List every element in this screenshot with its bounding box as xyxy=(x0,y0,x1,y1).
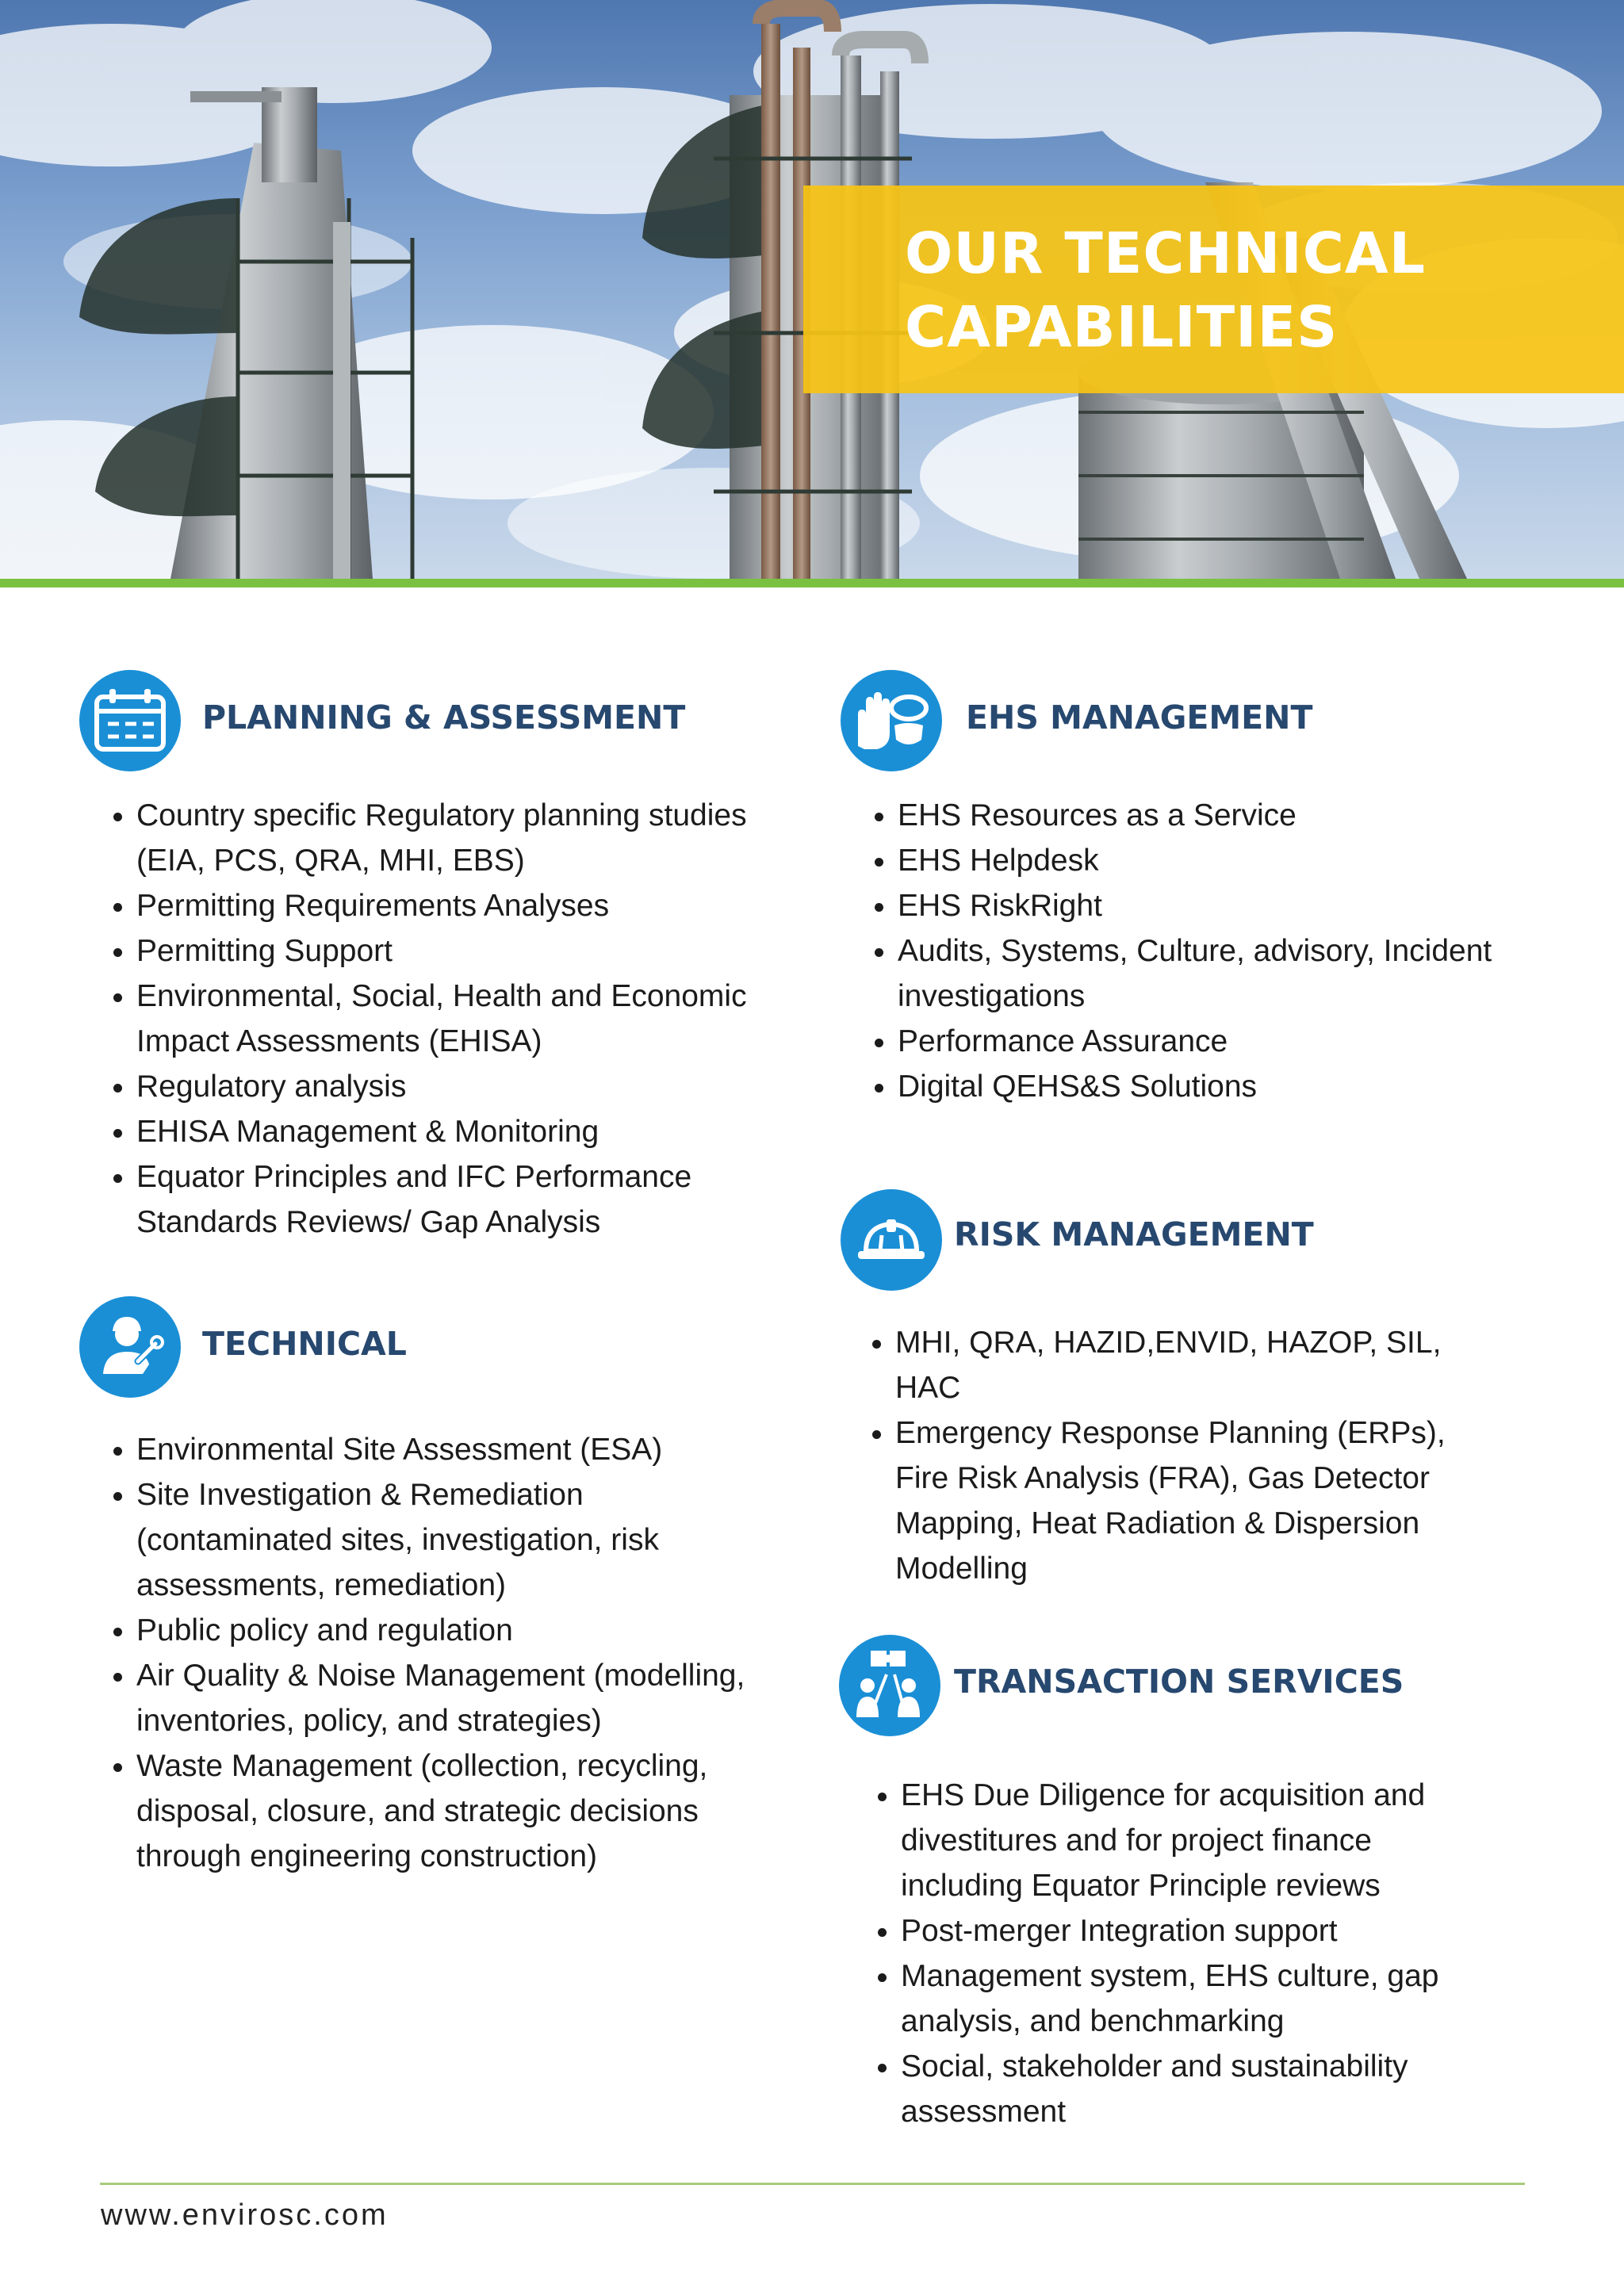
list-item: • Air Quality & Noise Management (modelling, inventories, policy, and strategies) xyxy=(136,1653,755,1743)
page-title-line-2: CAPABILITIES xyxy=(905,294,1339,360)
planning-list xyxy=(102,793,787,1245)
list-item: • Audits, Systems, Culture, advisory, Incident investigations xyxy=(898,928,1516,1019)
section-title-transaction: TRANSACTION SERVICES xyxy=(954,1663,1404,1701)
list-item: • Permitting Support xyxy=(136,928,787,974)
list-item: • EHS Resources as a Service xyxy=(898,793,1516,838)
list-item: • EHS Due Diligence for acquisition and divestitures and for project finance including Equator Principle reviews xyxy=(901,1773,1488,1908)
list-item: • Post-merger Integration support xyxy=(901,1908,1488,1954)
list-item: • Digital QEHS&S Solutions xyxy=(898,1064,1516,1109)
list-item: • Waste Management (collection, recycling, disposal, closure, and strategic decisions through engineering construction) xyxy=(136,1743,755,1879)
hero-image xyxy=(0,0,1624,579)
engineer-icon xyxy=(79,1296,181,1398)
list-item: • Performance Assurance xyxy=(898,1019,1516,1064)
list-item: • Emergency Response Planning (ERPs), Fire Risk Analysis (FRA), Gas Detector Mapping, Heat Radiation & Dispersion Modelling xyxy=(895,1410,1482,1591)
list-item: • Equator Principles and IFC Performance Standards Reviews/ Gap Analysis xyxy=(136,1154,787,1245)
list-item: • Regulatory analysis xyxy=(136,1064,787,1109)
safety-gear-icon xyxy=(841,670,942,771)
technical-list xyxy=(102,1427,755,1879)
list-item: • Country specific Regulatory planning studies (EIA, PCS, QRA, MHI, EBS) xyxy=(136,793,787,883)
footer-divider xyxy=(100,2183,1525,2185)
ehs-list xyxy=(863,793,1516,1109)
section-title-technical: TECHNICAL xyxy=(202,1325,407,1363)
hard-hat-icon xyxy=(841,1189,942,1291)
list-item: • Permitting Requirements Analyses xyxy=(136,883,787,928)
section-title-planning: PLANNING & ASSESSMENT xyxy=(202,698,686,737)
section-title-ehs: EHS MANAGEMENT xyxy=(966,698,1313,737)
list-item: • EHS RiskRight xyxy=(898,883,1516,928)
list-item: • EHS Helpdesk xyxy=(898,838,1516,883)
list-item: • Management system, EHS culture, gap analysis, and benchmarking xyxy=(901,1954,1488,2044)
title-banner xyxy=(803,186,1624,393)
list-item: • Site Investigation & Remediation (contaminated sites, investigation, risk assessments, remediation) xyxy=(136,1472,755,1608)
page-title-line-1: OUR TECHNICAL xyxy=(905,220,1426,286)
list-item: • Public policy and regulation xyxy=(136,1608,755,1653)
puzzle-collaboration-icon xyxy=(839,1635,940,1736)
list-item: • EHISA Management & Monitoring xyxy=(136,1109,787,1154)
section-title-risk: RISK MANAGEMENT xyxy=(954,1215,1314,1253)
list-item: • Environmental, Social, Health and Economic Impact Assessments (EHISA) xyxy=(136,974,787,1064)
risk-list xyxy=(860,1320,1482,1591)
transaction-list xyxy=(866,1773,1488,2134)
header-divider xyxy=(0,579,1624,587)
list-item: • Social, stakeholder and sustainability assessment xyxy=(901,2044,1488,2134)
calendar-icon xyxy=(79,670,181,771)
list-item: • MHI, QRA, HAZID,ENVID, HAZOP, SIL, HAC xyxy=(895,1320,1482,1410)
list-item: • Environmental Site Assessment (ESA) xyxy=(136,1427,755,1472)
website-link[interactable]: www.envirosc.com xyxy=(101,2198,389,2232)
